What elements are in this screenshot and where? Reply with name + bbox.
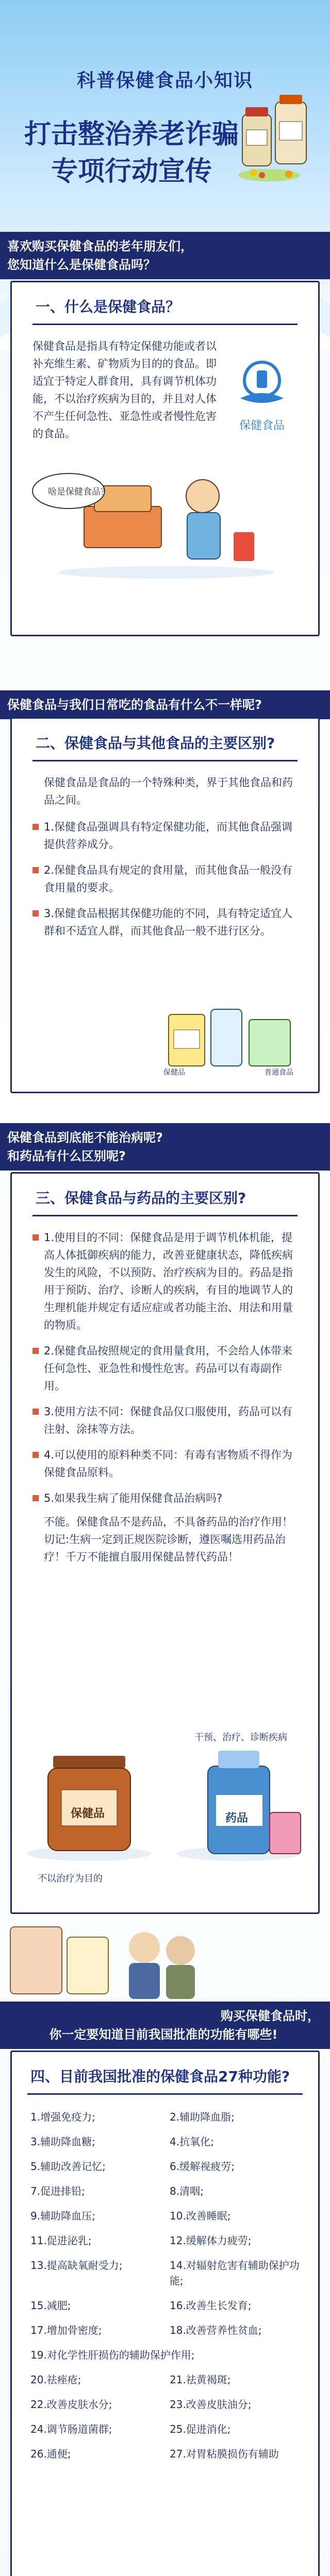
section2-illustration [163,999,298,1076]
function-item: 9.辅助降血压; [30,2210,95,2222]
health-food-logo [223,337,301,443]
section3-point: 3.使用方法不同：保健食品仅口服使用，药品可以有注射、涂抹等方法。 [12,1403,318,1438]
function-item: 26.通便; [30,2448,71,2460]
function-item: 13.提高缺氧耐受力; [30,2259,123,2272]
function-item: 16.改善生长发育; [170,2299,252,2312]
function-item: 21.祛黄褐斑; [170,2374,231,2386]
function-item: 24.调节肠道菌群; [30,2423,112,2435]
blue-hat-logo-icon [237,358,287,415]
elderly-people-illustration [0,1917,330,2004]
section3-point: 2.保健食品按照规定的食用量食用，不会给人体带来任何急性、亚急性和慢性危害。药品可以有毒副作用。 [12,1342,318,1395]
function-item: 15.减肥; [30,2299,71,2312]
function-item: 23.改善皮肤油分; [170,2398,252,2411]
divider [32,324,298,325]
normal-food-label: 普通食品 [265,1069,293,1077]
function-item: 19.对化学性肝损伤的辅助保护作用; [30,2349,195,2361]
section3-illustration [12,1730,318,1885]
function-item: 5.辅助改善记忆; [30,2160,106,2173]
section1-body: 保健食品是指具有特定保健功能或者以补充维生素、矿物质为目的的食品。即适宜于特定人群食用，具有调节机体功能，不以治疗疾病为目的，并且对人体不产生任何急性、亚急性或者慢性危害的食品。 [32,340,217,440]
function-item: 6.缓解视疲劳; [170,2160,235,2173]
section1-heading: 一、什么是保健食品？ [36,298,180,315]
hero-title [15,116,248,190]
section2-question-bar [0,690,330,719]
section3-question-line1: 保健食品到底能不能治病呢? [7,1130,163,1145]
section4-question-bar [0,2002,330,2049]
section2-intro: 保健食品是食品的一个特殊种类，界于其他食品和药品之间。 [44,776,293,806]
section4-question-line1: 购买保健食品时， [221,2009,320,2023]
section3-points [12,1229,318,1566]
function-item: 12.缓解体力疲劳; [170,2234,252,2247]
function-item: 10.改善睡眠; [170,2210,231,2222]
product-boxes-illustration [163,999,298,1076]
function-item: 14.对辐射危害有辅助保护功能; [170,2259,300,2287]
section4-heading: 四、目前我国批准的保健食品27种功能? [30,2068,290,2085]
health-product-label: 保健品 [163,1069,185,1077]
section2-content [12,774,318,940]
section1-question-line2: 您知道什么是保健食品吗？ [7,258,156,272]
jar-vs-medicine-illustration [12,1745,318,1879]
section2-point: 1.保健食品强调具有特定保健功能，而其他食品强调提供营养成分。 [12,818,318,853]
section3-point: 5.如果我生病了能用保健食品治病吗? [12,1489,318,1507]
function-item: 22.改善皮肤水分; [30,2398,112,2411]
hero-title-line1: 打击整治养老诈骗 [24,119,239,150]
function-item: 25.促进消化; [170,2423,231,2435]
medicine-caption: 干预、治疗、诊断疾病 [194,1732,287,1743]
health-food-logo-caption: 保健食品 [239,419,285,432]
section1-question-line1: 喜欢购买保健食品的老年朋友们， [7,239,193,253]
jar-label: 保健品 [71,1807,105,1820]
section3-point: 1.使用目的不同：保健食品是用于调节机体机能，提高人体抵御疾病的能力，改善亚健康状态，降低疾病发生的风险，不以预防、治疗疾病为目的。药品是指用于预防、治疗、诊断人的疾病，有目的地调节人的生理机能并规定有适应症或者功能主治、用法和用量的物质。 [12,1229,318,1334]
jar-caption: 不以治疗为目的 [38,1873,103,1884]
section4-card [10,2050,320,2576]
function-item: 8.清咽; [170,2185,204,2197]
function-item: 27.对胃粘膜损伤有辅助 [170,2448,279,2460]
function-item: 1.增强免疫力; [30,2111,95,2123]
section2-point: 2.保健食品具有规定的食用量，而其他食品一般没有食用量的要求。 [12,861,318,896]
section3-point: 4.可以使用的原料种类不同：有毒有害物质不得作为保健食品原料。 [12,1446,318,1481]
section4-question-line2: 你一定要知道目前我国批准的功能有哪些! [49,2027,278,2042]
function-item: 4.抗氧化; [170,2136,214,2148]
section1-body-row [12,337,318,443]
function-item: 18.改善营养性贫血; [170,2324,262,2336]
section3-question-line2: 和药品有什么区别呢? [7,1149,126,1163]
function-item: 11.促进泌乳; [30,2234,92,2247]
hero-title-line2: 专项行动宣传 [51,156,212,187]
function-item: 3.辅助降血糖; [30,2136,95,2148]
section3-card [10,1172,320,1914]
section1-illustration [12,455,318,584]
divider [32,1215,298,1216]
medicine-label: 药品 [225,1812,249,1825]
section3-question-bar [0,1123,330,1171]
section1-card [10,281,320,636]
section2-point: 3.保健食品根据其保健功能的不同，具有特定适宜人群和不适宜人群，而其他食品一般不进行区分。 [12,905,318,940]
section3-heading: 三、保健食品与药品的主要区别? [36,1190,246,1207]
divider [32,760,298,761]
section3-answer: 不能。保健食品不是药品，不具备药品的治疗作用！切记:生病一定到正规医院诊断，遵医嘱选用药品治疗！千万不能擅自服用保健品替代药品！ [44,1516,293,1563]
function-item: 7.促进排铅; [30,2185,85,2197]
section2-card [10,717,320,1093]
function-item: 17.增加骨密度; [30,2324,102,2336]
shopper-question-illustration [12,455,321,584]
section2-heading: 二、保健食品与其他食品的主要区别? [36,735,275,752]
section2-points [12,818,318,940]
supplement-bottles-illustration [233,88,316,191]
function-item: 20.祛痤疮; [30,2374,81,2386]
hero-subtitle: 科普保健食品小知识 [76,70,253,91]
function-list [12,2095,318,2472]
function-item: 2.辅助降血脂; [170,2111,235,2123]
section2-question: 保健食品与我们日常吃的食品有什么不一样呢? [7,698,262,712]
section1-question-bar [0,232,330,279]
speech-bubble-text: 啥是保健食品？ [48,487,109,497]
